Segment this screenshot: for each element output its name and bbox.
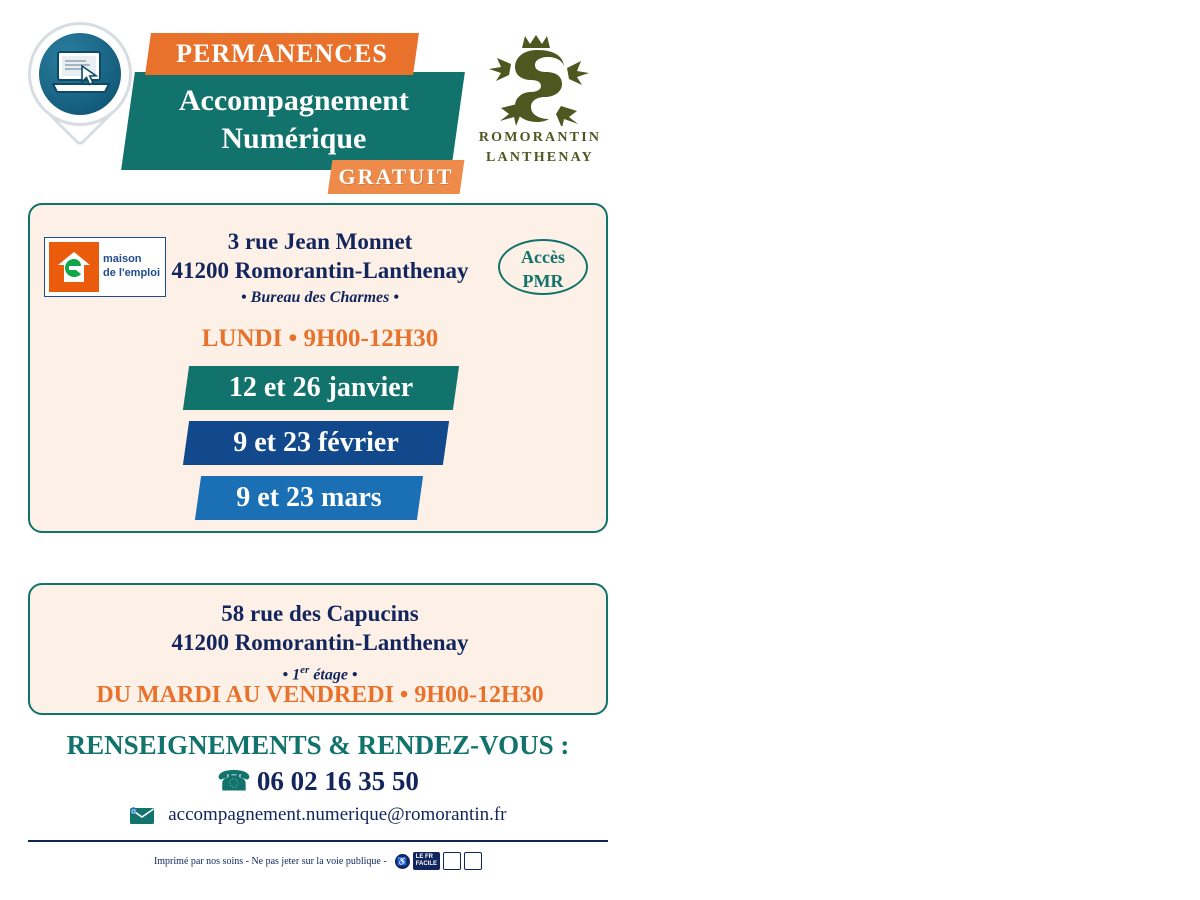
contact-email-address: accompagnement.numerique@romorantin.fr (168, 804, 507, 825)
location-card-2 (28, 583, 608, 715)
location-2-sublocation-prefix: • 1 (282, 666, 301, 684)
location-1-address-line1: 3 rue Jean Monnet (227, 229, 413, 254)
ribbon-gratuit-label: GRATUIT (338, 164, 454, 189)
ribbon-gratuit (328, 160, 465, 194)
laptop-location-pin-icon (28, 22, 138, 172)
contact-title: RENSEIGNEMENTS & RENDEZ-VOUS : (66, 730, 570, 760)
date-band-january (183, 366, 459, 410)
date-band-march (195, 476, 423, 520)
contact-email[interactable] (28, 800, 608, 830)
fr-facile-line1: LE FR (415, 854, 434, 860)
footer-note: Imprimé par nos soins - Ne pas jeter sur la voie publique - (153, 855, 387, 867)
location-2-schedule: DU MARDI AU VENDREDI • 9H00-12H30 (96, 682, 544, 708)
location-1-schedule: LUNDI • 9H00-12H30 (201, 325, 439, 352)
ribbon-title (121, 72, 465, 170)
phone-icon: ☎ (217, 766, 251, 796)
date-band-february-label: 9 et 23 février (233, 427, 399, 458)
fr-facile-badge (413, 852, 440, 870)
access-pmr-line2: PMR (522, 271, 564, 291)
mde-logo-line2: de l'emploi (103, 267, 161, 279)
ribbon-permanences-label: PERMANENCES (176, 39, 388, 68)
date-band-january-label: 12 et 26 janvier (228, 372, 414, 403)
date-band-february (183, 421, 449, 465)
ribbon-title-line1: Accompagnement (178, 84, 409, 117)
city-logo (470, 30, 610, 170)
location-1-sublocation: • Bureau des Charmes • (241, 289, 399, 306)
location-2-address-line2: 41200 Romorantin-Lanthenay (171, 630, 469, 655)
poster-footer (28, 848, 608, 874)
ribbon-permanences (145, 33, 419, 75)
salamander-icon (481, 30, 599, 126)
svg-text:@: @ (131, 808, 137, 815)
qr-code-icon (443, 852, 461, 870)
mde-logo-line1: maison (103, 253, 142, 265)
location-2-sublocation-suffix: étage • (309, 666, 358, 684)
location-1-address-line2: 41200 Romorantin-Lanthenay (171, 258, 469, 283)
laptop-icon (52, 50, 110, 96)
location-2-address (30, 599, 610, 688)
footer-divider (28, 840, 608, 842)
ribbon-title-line2: Numérique (221, 122, 367, 155)
handicap-access-icon: ♿ (395, 854, 410, 869)
location-1-address (30, 227, 610, 311)
contact-phone-number: 06 02 16 35 50 (256, 766, 419, 796)
braille-icon (464, 852, 482, 870)
contact-block (28, 728, 608, 830)
city-name-line1: ROMORANTIN (478, 130, 602, 145)
access-pmr-line1: Accès (521, 247, 565, 267)
location-2-address-line1: 58 rue des Capucins (221, 601, 419, 626)
location-2-sublocation-sup: er (300, 664, 310, 676)
footer-badges (395, 852, 482, 870)
contact-phone[interactable] (28, 762, 608, 800)
date-band-march-label: 9 et 23 mars (236, 482, 382, 513)
envelope-icon (129, 804, 160, 825)
poster-header (0, 0, 1200, 200)
city-name-line2: LANTHENAY (486, 150, 594, 165)
fr-facile-line2: FACILE (415, 861, 438, 867)
